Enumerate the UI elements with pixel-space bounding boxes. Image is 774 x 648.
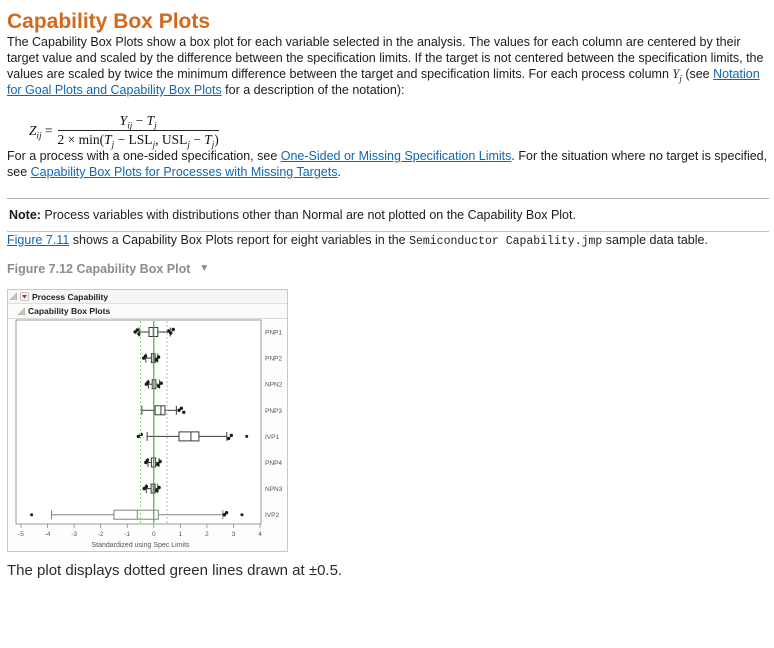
row-label-NPN2: NPN2 bbox=[265, 381, 283, 389]
disclosure-triangle-icon bbox=[10, 293, 17, 300]
math-subscript: j bbox=[152, 139, 156, 150]
formula-lhs: $Z_{ij}$ = bbox=[29, 122, 53, 141]
math-subscript: ij bbox=[127, 120, 133, 131]
x-tick-label: -1 bbox=[124, 531, 131, 538]
x-axis-title: Standardized using Spec Limits bbox=[91, 542, 190, 549]
x-tick-label: 0 bbox=[151, 531, 156, 538]
row-label-PNP2: PNP2 bbox=[265, 355, 282, 363]
note-text: Note: Process variables with distributions other than Normal are not plotted on the Capability Box Plot. bbox=[9, 208, 576, 222]
row-label-PNP4: PNP4 bbox=[265, 460, 282, 467]
formula-denominator: $2 \times \min(T_j - LSL_j$, $USL_j - T_j$) bbox=[57, 132, 219, 150]
x-tick-label: -3 bbox=[71, 531, 78, 538]
math-subscript: ij bbox=[36, 130, 42, 141]
plot-area bbox=[16, 320, 261, 524]
doc-link[interactable]: Capability Box Plots for Processes with Missing Targets bbox=[30, 165, 338, 179]
note-box bbox=[7, 198, 769, 232]
math-subscript: j bbox=[211, 139, 215, 150]
capability-box-plot-chart bbox=[8, 319, 287, 551]
x-tick-label: -5 bbox=[18, 531, 24, 538]
row-label-PNP1: PNP1 bbox=[265, 329, 282, 337]
row-label-IVP2: IVP2 bbox=[265, 512, 280, 520]
intro-paragraph: The Capability Box Plots show a box plot for each variable selected in the analysis. The values for each column are centered by their target value and scaled by the difference between the specification limits. If the target is not centered between the specification limits, the values are scaled by twice the minimum difference between the target and specification limits. For each process column $Y_j$ (see Notation for Goal Plots and Capability Box Plots for a description of the notation): bbox=[7, 35, 764, 97]
figure-reference-paragraph: Figure 7.11 shows a Capability Box Plots report for eight variables in the Semiconductor Capability.jmp sample data table. bbox=[7, 233, 708, 248]
footer-text: The plot displays dotted green lines drawn at ±0.5. bbox=[7, 562, 343, 579]
formula-fraction bbox=[58, 113, 219, 148]
one-sided-paragraph: For a process with a one-sided specification, see One-Sided or Missing Specification Limits. For the situation where no target is specified, see Capability Box Plots for Processes with Missing Targets. bbox=[7, 149, 768, 179]
report-subtitle: Capability Box Plots bbox=[28, 306, 111, 316]
math-subscript: j bbox=[154, 120, 157, 131]
doc-link[interactable]: One-Sided or Missing Specification Limits bbox=[280, 149, 512, 163]
x-tick-label: -4 bbox=[44, 531, 51, 538]
doc-page bbox=[0, 10, 774, 580]
math-var: Y bbox=[119, 113, 128, 128]
math-var: T bbox=[146, 113, 155, 128]
x-tick-label: 4 bbox=[258, 531, 262, 538]
math-var: Z bbox=[29, 122, 37, 138]
x-tick-label: 2 bbox=[205, 531, 209, 538]
x-tick-label: 3 bbox=[231, 531, 236, 538]
zij-formula bbox=[29, 113, 769, 148]
row-label-IVP1: IVP1 bbox=[265, 433, 280, 441]
row-label-NPN3: NPN3 bbox=[265, 486, 283, 494]
disclosure-triangle-icon bbox=[18, 308, 25, 315]
box-plot-svg bbox=[8, 319, 287, 551]
red-triangle-menu-icon bbox=[20, 292, 29, 301]
jmp-report-figure bbox=[7, 289, 288, 552]
page-title: Capability Box Plots bbox=[7, 10, 211, 33]
math-var: T bbox=[204, 132, 212, 147]
x-tick-label: 1 bbox=[178, 531, 183, 538]
row-label-PNP3: PNP3 bbox=[265, 407, 282, 415]
figure-collapse-icon[interactable]: ▼ bbox=[199, 263, 210, 274]
math-var: Y bbox=[672, 67, 680, 81]
formula-numerator: $Y_{ij} - T_j$ bbox=[58, 113, 219, 131]
math-var: T bbox=[104, 132, 112, 147]
bold-text: Note: bbox=[9, 208, 41, 222]
doc-link[interactable]: Figure 7.11 bbox=[7, 233, 70, 247]
code-text: Semiconductor Capability.jmp bbox=[409, 235, 603, 248]
report-outline-process-capability bbox=[8, 290, 287, 304]
math-subscript: j bbox=[679, 73, 682, 84]
math-subscript: j bbox=[111, 139, 115, 150]
x-tick-label: -2 bbox=[97, 531, 104, 538]
figure-caption[interactable] bbox=[7, 261, 237, 277]
math-subscript: j bbox=[187, 139, 190, 150]
report-outline-capability-box-plots bbox=[8, 304, 287, 319]
figure-caption-label: Figure 7.12 Capability Box Plot bbox=[7, 262, 191, 276]
doc-link[interactable]: Notation for Goal Plots and Capability Box Plots bbox=[7, 67, 760, 97]
report-title: Process Capability bbox=[32, 291, 109, 302]
